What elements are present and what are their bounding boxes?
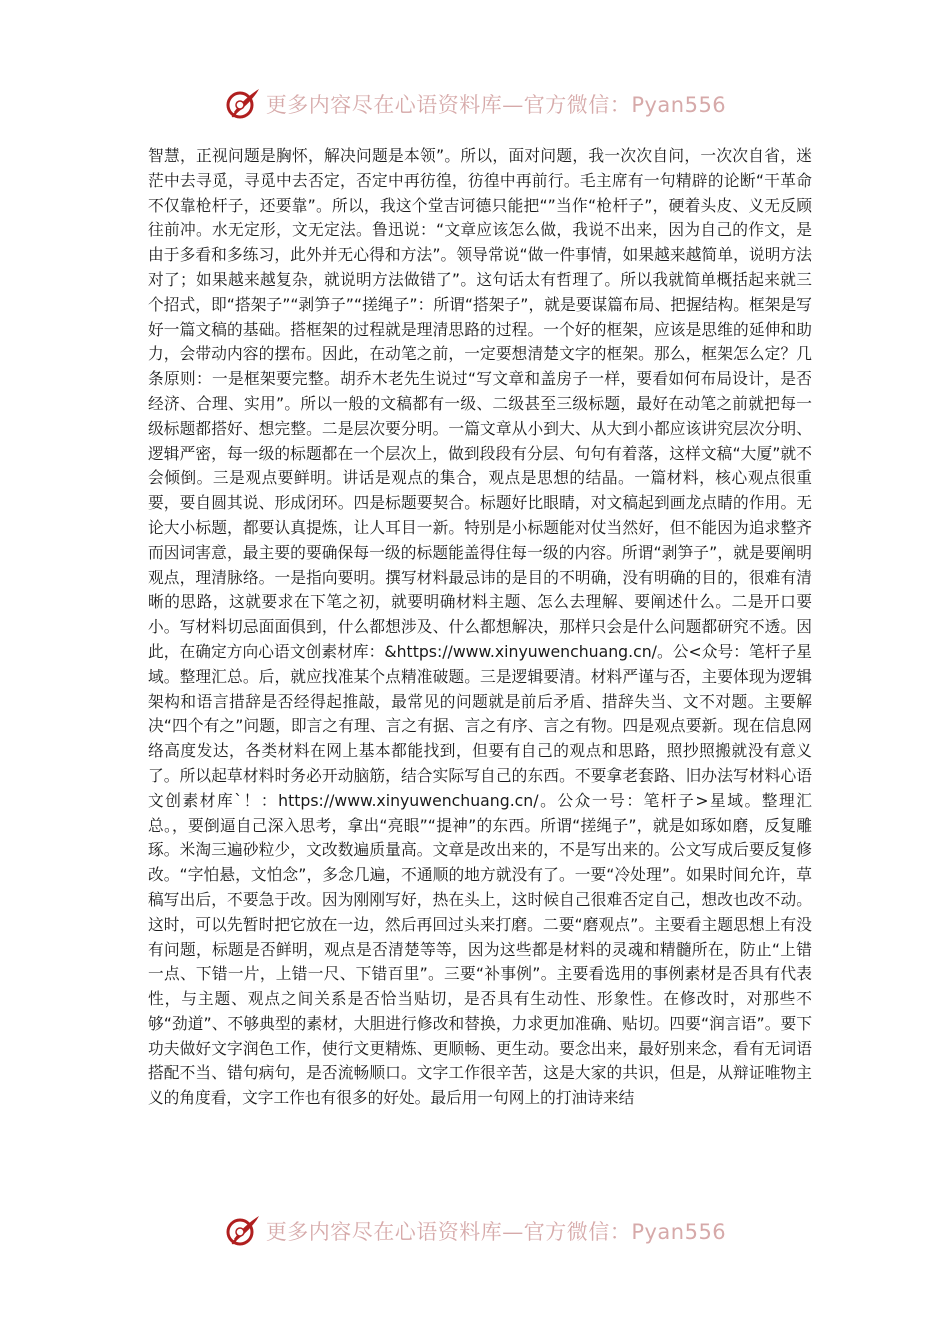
article-body: 智慧，正视问题是胸怀，解决问题是本领”。所以，面对问题，我一次次自问，一次次自省，迷茫中去寻觅，寻觅中去否定，否定中再彷徨，彷徨中再前行。毛主席有一句精辟的论断“干革命不仅靠枪杆子，还要靠”。所以，我这个堂吉诃德只能把“”当作“枪杆子”，硬着头皮、义无反顾往前冲。水无定形，文无定法。鲁迅说：“文章应该怎么做，我说不出来，因为自己的作文，是由于多看和多练习，此外并无心得和方法”。领导常说“做一件事情，如果越来越简单，说明方法对了；如果越来越复杂，就说明方法做错了”。这句话太有哲理了。所以我就简单概括起来就三个招式，即“搭架子”“剥笋子”“搓绳子”：所谓“搭架子”，就是要谋篇布局、把握结构。框架是写好一篇文稿的基础。搭框架的过程就是理清思路的过程。一个好的框架，应该是思维的延伸和助力，会带动内容的摆布。因此，在动笔之前，一定要想清楚文字的框架。那么，框架怎么定？几条原则：一是框架要完整。胡乔木老先生说过“写文章和盖房子一样，要看如何布局设计，是否经济、合理、实用”。所以一般的文稿都有一级、二级甚至三级标题，最好在动笔之前就把每一级标题都搭好、想完整。二是层次要分明。一篇文章从小到大、从大到小都应该讲究层次分明、逻辑严密，每一级的标题都在一个层次上，做到段段有分层、句句有着落，这样文稿“大厦”就不会倾倒。三是观点要鲜明。讲话是观点的集合，观点是思想的结晶。一篇材料，核心观点很重要，要自圆其说、形成闭环。四是标题要契合。标题好比眼睛，对文稿起到画龙点睛的作用。无论大小标题，都要认真提炼，让人耳目一新。特别是小标题能对仗当然好，但不能因为追求整齐而因词害意，最主要的要确保每一级的标题能盖得住每一级的内容。所谓“剥笋子”，就是要阐明观点，理清脉络。一是指向要明。撰写材料最忌讳的是目的不明确，没有明确的目的，很难有清晰的思路，这就要求在下笔之初，就要明确材料主题、怎么去理解、要阐述什么。二是开口要小。写材料切忌面面俱到，什么都想涉及、什么都想解决，那样只会是什么问题都研究不透。因此，在确定方向心语文创素材库：&https://www.xinyuwenchuang.cn/。公<众号：笔杆子星域。整理汇总。后，就应找准某个点精准破题。三是逻辑要清。材料严谨与否，主要体现为逻辑架构和语言措辞是否经得起推敲，最常见的问题就是前后矛盾、措辞失当、文不对题。主要解决“四个有之”问题，即言之有理、言之有据、言之有序、言之有物。四是观点要新。现在信息网络高度发达，各类材料在网上基本都能找到，但要有自己的观点和思路，照抄照搬就没有意义了。所以起草材料时务必开动脑筋，结合实际写自己的东西。不要拿老套路、旧办法写材料心语文创素材库`！：https://www.xinyuwenchuang.cn/。公众一号：笔杆子>星域。整理汇总。，要倒逼自己深入思考，拿出“亮眼”“提神”的东西。所谓“搓绳子”，就是如琢如磨，反复雕琢。米淘三遍砂粒少，文改数遍质量高。文章是改出来的，不是写出来的。公文写成后要反复修改。“字怕悬，文怕念”，多念几遍，不通顺的地方就没有了。一要“冷处理”。如果时间允许，草稿写出后，不要急于改。因为刚刚写好，热在头上，这时候自己很难否定自己，想改也改不动。这时，可以先暂时把它放在一边，然后再回过头来打磨。二要“磨观点”。主要看主题思想上有没有问题，标题是否鲜明，观点是否清楚等等，因为这些都是材料的灵魂和精髓所在，防止“上错一点、下错一片，上错一尺、下错百里”。三要“补事例”。主要看选用的事例素材是否具有代表性，与主题、观点之间关系是否恰当贴切，是否具有生动性、形象性。在修改时，对那些不够“劲道”、不够典型的素材，大胆进行修改和替换，力求更加准确、贴切。四要“润言语”。要下功夫做好文字润色工作，使行文更精炼、更顺畅、更生动。要念出来，最好别来念，看有无词语搭配不当、错句病句，是否流畅顺口。文字工作很辛苦，这是大家的共识，但是，从辩证唯物主义的角度看，文字工作也有很多的好处。最后用一句网上的打油诗来结 bbox=[148, 146, 812, 1108]
header-banner bbox=[0, 82, 950, 126]
banner-wechat-id: Pyan556 bbox=[631, 1220, 727, 1244]
banner-text: 更多内容尽在心语资料库—官方微信：Pyan556 bbox=[265, 93, 727, 117]
footer-banner bbox=[0, 1209, 950, 1253]
banner-text: 更多内容尽在心语资料库—官方微信：Pyan556 bbox=[265, 1220, 727, 1244]
quill-pen-seal-icon bbox=[224, 1213, 262, 1249]
banner-wechat-id: Pyan556 bbox=[631, 93, 727, 117]
quill-pen-seal-icon bbox=[224, 86, 262, 122]
